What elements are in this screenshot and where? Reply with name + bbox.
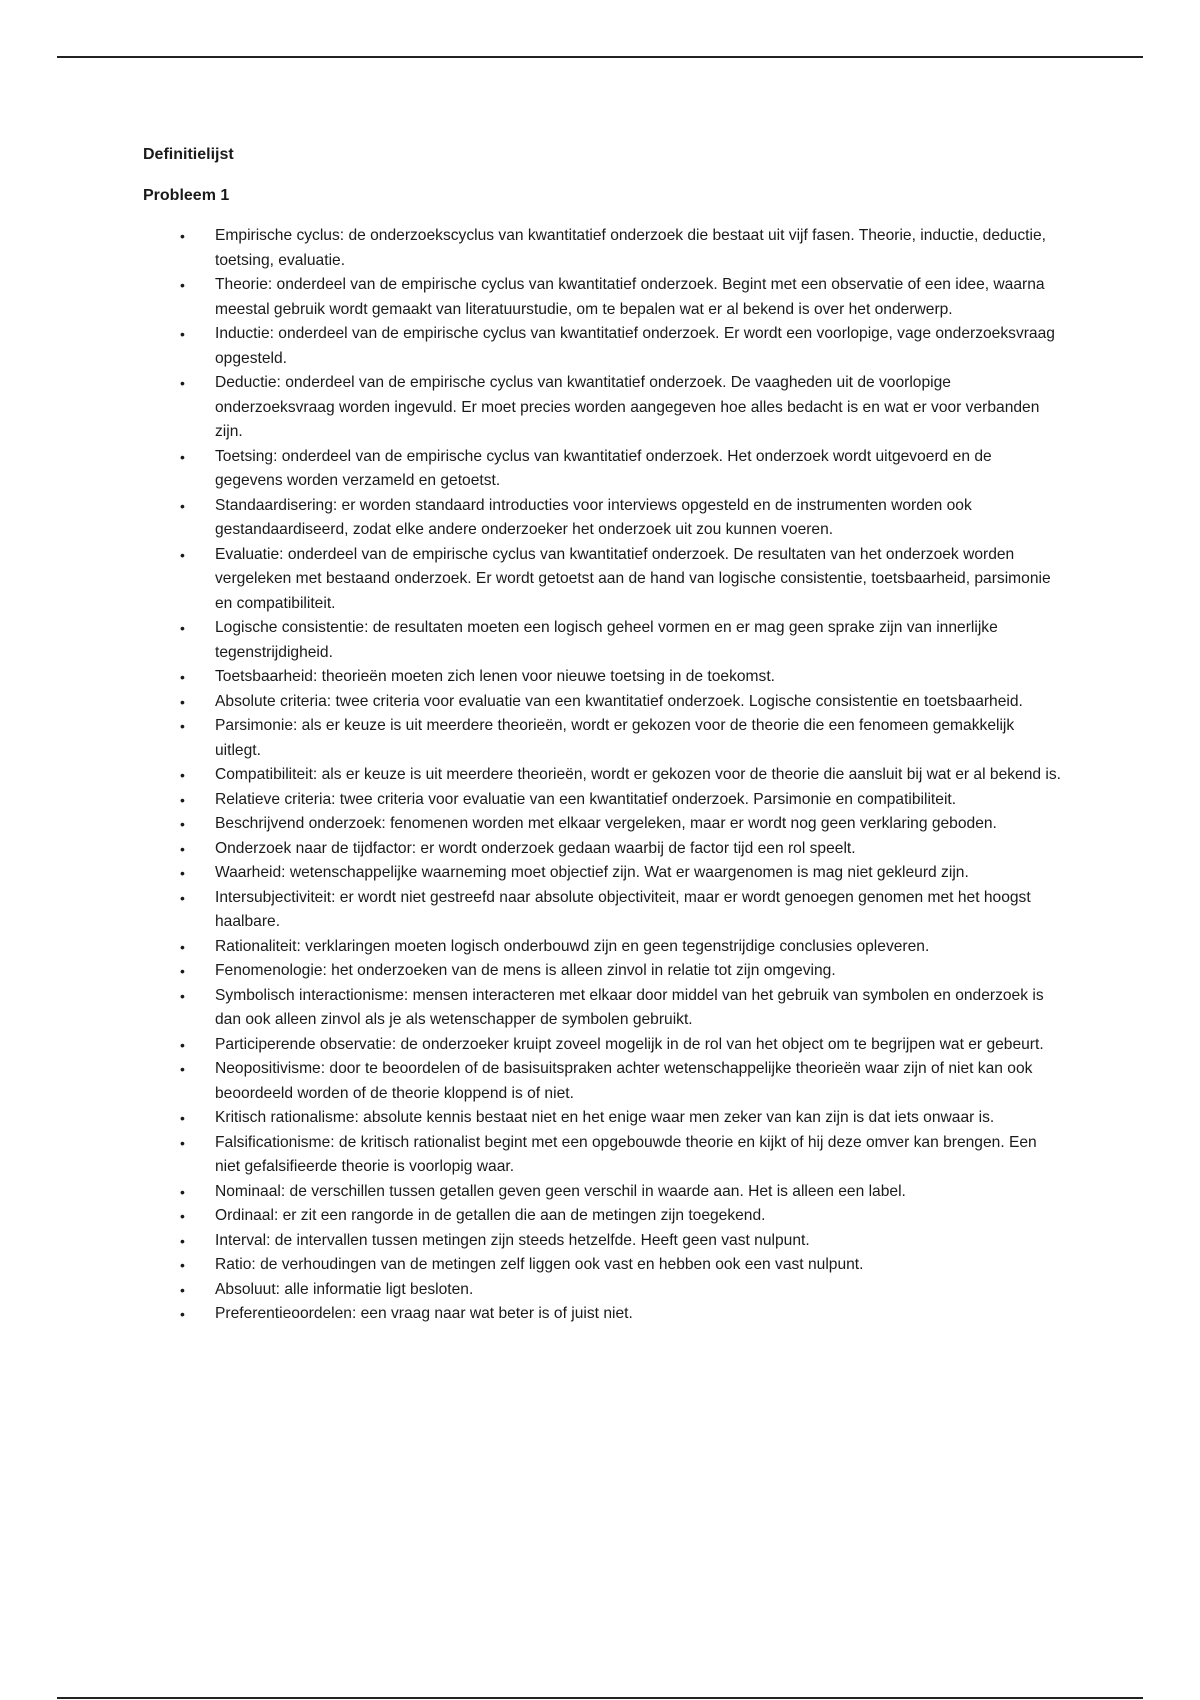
definition-text: Parsimonie: als er keuze is uit meerdere theorieën, wordt er gekozen voor de theorie die een fenomeen gemakkelijk uitlegt. <box>215 717 1015 759</box>
bullet-icon: • <box>180 1281 185 1298</box>
definition-text: Ratio: de verhoudingen van de metingen zelf liggen ook vast en hebben ook een vast nulpunt. <box>215 1256 864 1273</box>
bullet-icon: • <box>180 448 185 465</box>
bullet-icon: • <box>180 1183 185 1200</box>
bullet-icon: • <box>180 963 185 979</box>
definition-text: Empirische cyclus: de onderzoekscyclus van kwantitatief onderzoek die bestaat uit vijf fasen. Theorie, inductie, deductie, toetsing, evaluatie. <box>215 227 1046 269</box>
definition-text: Relatieve criteria: twee criteria voor evaluatie van een kwantitatief onderzoek. Parsimonie en compatibiliteit. <box>215 790 957 808</box>
bullet-icon: • <box>180 497 185 514</box>
bullet-icon: • <box>180 987 185 1004</box>
definition-text: Rationaliteit: verklaringen moeten logisch onderbouwd zijn en geen tegenstrijdige conclusies opleveren. <box>215 937 930 955</box>
bullet-icon: • <box>180 1257 185 1273</box>
definition-item <box>143 886 1063 935</box>
definition-text: Deductie: onderdeel van de empirische cyclus van kwantitatief onderzoek. De vaagheden uit de voorlopige onderzoeksvraag worden ingevuld. Er moet precies worden aangegeven hoe alles bedacht is en wat er voor verbanden zijn. <box>215 374 1040 440</box>
definition-text: Toetsbaarheid: theorieën moeten zich lenen voor nieuwe toetsing in de toekomst. <box>215 668 775 685</box>
bullet-icon: • <box>180 326 185 342</box>
page-top-rule <box>57 56 1143 58</box>
definition-item <box>143 959 1063 984</box>
definition-text: Ordinaal: er zit een rangorde in de getallen die aan de metingen zijn toegekend. <box>215 1207 766 1224</box>
bullet-icon: • <box>180 669 185 685</box>
bullet-icon: • <box>180 816 185 832</box>
bullet-icon: • <box>180 375 185 391</box>
bullet-icon: • <box>180 840 185 857</box>
definition-item <box>143 1057 1063 1106</box>
bullet-icon: • <box>180 865 185 881</box>
definition-item <box>143 984 1063 1033</box>
bullet-icon: • <box>180 1036 185 1053</box>
definition-text: Waarheid: wetenschappelijke waarneming moet objectief zijn. Wat er waargenomen is mag niet gekleurd zijn. <box>215 864 969 881</box>
definition-item <box>143 1278 1063 1303</box>
page-bottom-rule <box>57 1697 1143 1699</box>
definition-item <box>143 812 1063 837</box>
bullet-icon: • <box>180 938 185 955</box>
definition-text: Participerende observatie: de onderzoeker kruipt zoveel mogelijk in de rol van het object om te begrijpen wat er gebeurt. <box>215 1035 1044 1053</box>
bullet-icon: • <box>180 889 185 906</box>
definition-item <box>143 371 1063 445</box>
definition-text: Onderzoek naar de tijdfactor: er wordt onderzoek gedaan waarbij de factor tijd een rol speelt. <box>215 839 856 857</box>
definition-item <box>143 714 1063 763</box>
definition-item <box>143 788 1063 813</box>
definition-text: Nominaal: de verschillen tussen getallen geven geen verschil in waarde aan. Het is alleen een label. <box>215 1182 906 1200</box>
definition-text: Evaluatie: onderdeel van de empirische cyclus van kwantitatief onderzoek. De resultaten van het onderzoek worden vergeleken met bestaand onderzoek. Er wordt getoetst aan de hand van logische consistentie, toetsbaarheid, parsimonie en compatibiliteit. <box>215 545 1051 612</box>
bullet-icon: • <box>180 791 185 808</box>
definition-item <box>143 1204 1063 1229</box>
definition-item <box>143 616 1063 665</box>
bullet-icon: • <box>180 1208 185 1224</box>
definition-item <box>143 665 1063 690</box>
definition-item <box>143 273 1063 322</box>
definition-item <box>143 1253 1063 1278</box>
definition-text: Inductie: onderdeel van de empirische cyclus van kwantitatief onderzoek. Er wordt een voorlopige, vage onderzoeksvraag opgesteld. <box>215 325 1055 367</box>
definition-text: Theorie: onderdeel van de empirische cyclus van kwantitatief onderzoek. Begint met een observatie of een idee, waarna meestal gebruik wordt gemaakt van literatuurstudie, om te bepalen wat er al bekend is over het onderwerp. <box>215 276 1045 318</box>
bullet-icon: • <box>180 767 185 783</box>
bullet-icon: • <box>180 1134 185 1151</box>
definition-item <box>143 1302 1063 1327</box>
definition-text: Neopositivisme: door te beoordelen of de basisuitspraken achter wetenschappelijke theorieën waar zijn of niet kan ook beoordeeld worden of de theorie kloppend is of niet. <box>215 1060 1033 1102</box>
bullet-icon: • <box>180 718 185 734</box>
definition-item <box>143 1106 1063 1131</box>
document-body <box>143 145 1063 1327</box>
definition-item <box>143 445 1063 494</box>
definition-item <box>143 494 1063 543</box>
bullet-icon: • <box>180 1061 185 1077</box>
definition-text: Absolute criteria: twee criteria voor evaluatie van een kwantitatief onderzoek. Logische consistentie en toetsbaarheid. <box>215 692 1023 710</box>
definition-text: Compatibiliteit: als er keuze is uit meerdere theorieën, wordt er gekozen voor de theorie die aansluit bij wat er al bekend is. <box>215 766 1061 783</box>
definition-item <box>143 1229 1063 1254</box>
definition-text: Kritisch rationalisme: absolute kennis bestaat niet en het enige waar men zeker van kan zijn is dat iets onwaar is. <box>215 1109 995 1126</box>
definition-text: Intersubjectiviteit: er wordt niet gestreefd naar absolute objectiviteit, maar er wordt genoegen genomen met het hoogst haalbare. <box>215 888 1031 930</box>
definition-text: Symbolisch interactionisme: mensen interacteren met elkaar door middel van het gebruik van symbolen en onderzoek is dan ook alleen zinvol als je als wetenschapper de symbolen gebruikt. <box>215 986 1044 1028</box>
definition-item <box>143 1180 1063 1205</box>
definition-text: Interval: de intervallen tussen metingen zijn steeds hetzelfde. Heeft geen vast nulpunt. <box>215 1231 810 1249</box>
definition-item <box>143 1033 1063 1058</box>
definition-text: Preferentieoordelen: een vraag naar wat beter is of juist niet. <box>215 1305 633 1322</box>
section-heading: Probleem 1 <box>143 187 230 204</box>
definition-text: Falsificationisme: de kritisch rationalist begint met een opgebouwde theorie en kijkt of hij deze omver kan brengen. Een niet gefalsifieerde theorie is voorlopig waar. <box>215 1133 1037 1175</box>
bullet-icon: • <box>180 620 185 636</box>
definition-text: Toetsing: onderdeel van de empirische cyclus van kwantitatief onderzoek. Het onderzoek wordt uitgevoerd en de gegevens worden verzameld en getoetst. <box>215 447 992 489</box>
definition-item <box>143 935 1063 960</box>
bullet-icon: • <box>180 277 185 293</box>
definition-item <box>143 224 1063 273</box>
definition-text: Fenomenologie: het onderzoeken van de mens is alleen zinvol in relatie tot zijn omgeving. <box>215 962 836 979</box>
definition-text: Absoluut: alle informatie ligt besloten. <box>215 1280 474 1298</box>
definition-text: Logische consistentie: de resultaten moeten een logisch geheel vormen en er mag geen sprake zijn van innerlijke tegenstrijdigheid. <box>215 619 998 661</box>
definition-text: Beschrijvend onderzoek: fenomenen worden met elkaar vergeleken, maar er wordt nog geen verklaring geboden. <box>215 815 997 832</box>
bullet-icon: • <box>180 1110 185 1126</box>
definition-item <box>143 1131 1063 1180</box>
definition-item <box>143 763 1063 788</box>
bullet-icon: • <box>180 693 185 710</box>
bullet-icon: • <box>180 1232 185 1249</box>
definition-text: Standaardisering: er worden standaard introducties voor interviews opgesteld en de instrumenten worden ook gestandaardiseerd, zodat elke andere onderzoeker het onderzoek uit zou kunnen voeren. <box>215 496 972 538</box>
bullet-icon: • <box>180 1306 185 1322</box>
bullet-icon: • <box>180 546 185 563</box>
definition-item <box>143 837 1063 862</box>
definition-list <box>143 224 1063 1327</box>
document-title: Definitielijst <box>143 146 234 163</box>
bullet-icon: • <box>180 228 185 244</box>
definition-item <box>143 543 1063 617</box>
definition-item <box>143 690 1063 715</box>
definition-item <box>143 322 1063 371</box>
definition-item <box>143 861 1063 886</box>
